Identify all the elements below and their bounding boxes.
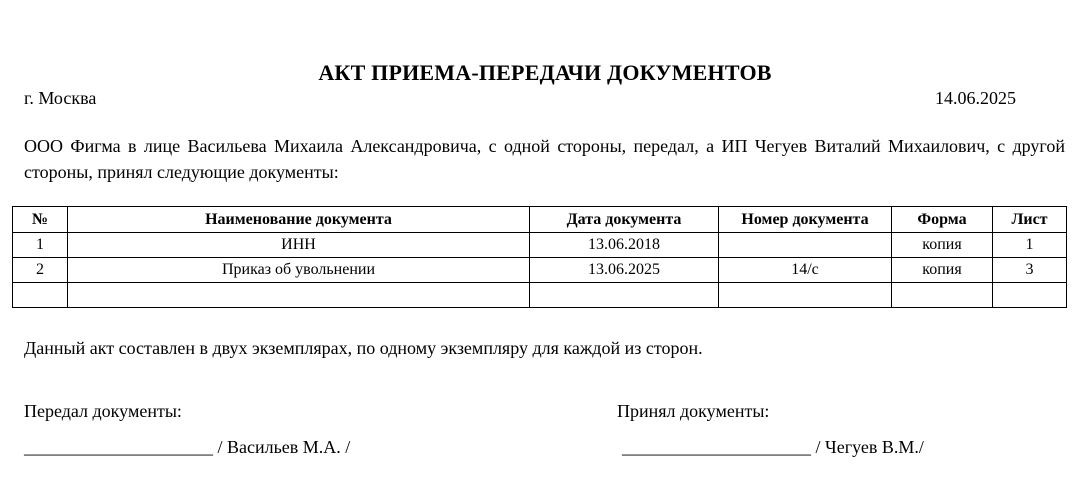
table-row: [13, 258, 1067, 283]
cell-num: [13, 283, 68, 308]
table-row-empty: [13, 283, 1067, 308]
sender-label: Передал документы:: [24, 401, 182, 421]
cell-num: 2: [13, 258, 68, 283]
cell-sheets: 1: [993, 233, 1067, 258]
cell-name: Приказ об увольнении: [68, 258, 530, 283]
cell-num: 1: [13, 233, 68, 258]
document-city: г. Москва: [24, 88, 97, 108]
cell-sheets: 3: [993, 258, 1067, 283]
header-num: №: [13, 207, 68, 233]
receiver-signature-line: _____________________ / Чегуев В.М./: [622, 437, 924, 457]
cell-date: [530, 283, 719, 308]
cell-form: [892, 283, 993, 308]
header-number: Номер документа: [719, 207, 892, 233]
cell-number: 14/с: [719, 258, 892, 283]
cell-sheets: [993, 283, 1067, 308]
header-sheets: Лист: [993, 207, 1067, 233]
cell-name: ИНН: [68, 233, 530, 258]
sender-signature-line: _____________________ / Васильев М.А. /: [24, 437, 351, 457]
closing-note: Данный акт составлен в двух экземплярах, по одному экземпляру для каждой из сторон.: [24, 338, 703, 358]
header-name: Наименование документа: [68, 207, 530, 233]
document-title: АКТ ПРИЕМА-ПЕРЕДАЧИ ДОКУМЕНТОВ: [318, 60, 772, 85]
header-form: Форма: [892, 207, 993, 233]
cell-number: [719, 233, 892, 258]
documents-table: [12, 206, 1067, 308]
cell-number: [719, 283, 892, 308]
header-date: Дата документа: [530, 207, 719, 233]
table-row: [13, 233, 1067, 258]
cell-name: [68, 283, 530, 308]
intro-paragraph: ООО Фигма в лице Васильева Михаила Александровича, с одной стороны, передал, а ИП Чегуев Виталий Михаилович, с другой стороны, принял следующие документы:: [24, 136, 1065, 182]
receiver-label: Принял документы:: [617, 401, 770, 421]
table-header-row: [13, 207, 1067, 233]
cell-form: копия: [892, 258, 993, 283]
document-date: 14.06.2025: [935, 88, 1016, 108]
cell-form: копия: [892, 233, 993, 258]
cell-date: 13.06.2025: [530, 258, 719, 283]
cell-date: 13.06.2018: [530, 233, 719, 258]
